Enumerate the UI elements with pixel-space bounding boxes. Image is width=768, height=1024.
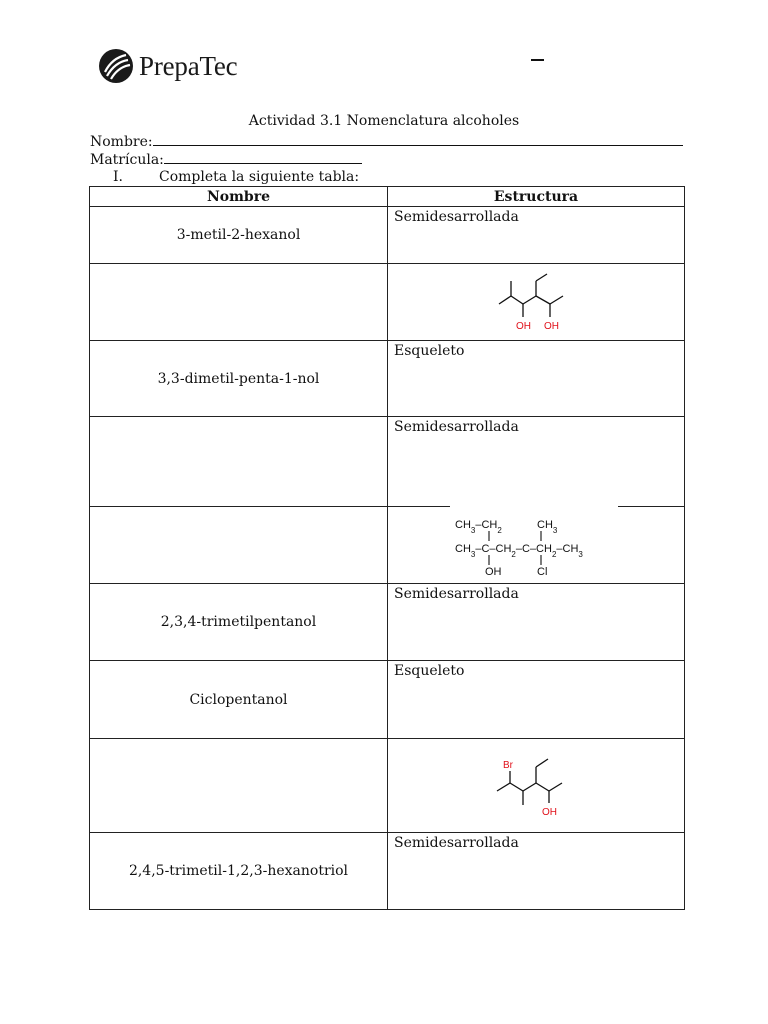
row-name[interactable] (90, 417, 388, 507)
row-name[interactable] (90, 739, 388, 833)
row-name[interactable] (90, 507, 388, 584)
molecule-skeletal-diol (476, 264, 596, 334)
name-label: Nombre: (90, 134, 153, 150)
id-blank[interactable] (164, 150, 362, 164)
row-structure[interactable] (388, 833, 685, 910)
row-structure[interactable] (388, 341, 685, 417)
row-name: 2,4,5-trimetil-1,2,3-hexanotriol (90, 833, 388, 910)
id-label: Matrícula: (90, 152, 164, 168)
structure-type: Semidesarrollada (394, 209, 519, 225)
id-field-row (90, 150, 362, 168)
oh-label: OH (516, 321, 531, 332)
row-structure (388, 264, 685, 341)
instruction (113, 169, 359, 185)
table-row (90, 207, 685, 264)
chloro-group: Cl (537, 566, 548, 578)
table-row (90, 264, 685, 341)
header-dash (531, 59, 544, 61)
main-chain: $CH_3-C-CH_2-C-CH_2-CH_3$ (455, 543, 583, 559)
brand-name: PrepaTec (139, 50, 238, 81)
structure-type: Esqueleto (394, 663, 465, 679)
molecule-skeletal-bromo-alcohol (476, 739, 596, 825)
table-row (90, 739, 685, 833)
row-name: Ciclopentanol (90, 661, 388, 739)
structure-type: Semidesarrollada (394, 419, 519, 435)
header-name: Nombre (90, 187, 388, 207)
hydroxyl-group: OH (485, 566, 502, 578)
structure-type: Semidesarrollada (394, 586, 519, 602)
row-structure[interactable] (388, 207, 685, 264)
prepatec-logo (98, 48, 237, 84)
row-name: 2,3,4-trimetilpentanol (90, 584, 388, 661)
oh-label: OH (542, 807, 557, 818)
header-structure: Estructura (388, 187, 685, 207)
structure-type: Semidesarrollada (394, 835, 519, 851)
activity-title: Actividad 3.1 Nomenclatura alcoholes (248, 113, 520, 129)
row-structure[interactable] (388, 661, 685, 739)
row-structure (388, 507, 685, 584)
oh-label: OH (544, 321, 559, 332)
row-structure[interactable] (388, 584, 685, 661)
top-right-group: $CH_3$ (537, 519, 558, 535)
table-row (90, 417, 685, 507)
table-header-row (90, 187, 685, 207)
row-name: 3-metil-2-hexanol (90, 207, 388, 264)
name-field-row (90, 132, 683, 150)
row-structure[interactable] (388, 417, 685, 507)
row-name[interactable] (90, 264, 388, 341)
table-row (90, 661, 685, 739)
bromo-label: Br (503, 760, 513, 771)
instruction-number: I. (113, 169, 123, 185)
table-row (90, 833, 685, 910)
instruction-text: Completa la siguiente tabla: (159, 169, 360, 185)
prepatec-emblem-icon (98, 48, 134, 84)
table-row (90, 341, 685, 417)
table-row (90, 584, 685, 661)
name-blank[interactable] (153, 132, 683, 146)
table-row (90, 507, 685, 584)
row-structure (388, 739, 685, 833)
structure-type: Esqueleto (394, 343, 465, 359)
top-left-group: $CH_3-CH_2$ (455, 519, 502, 535)
nomenclature-table (89, 186, 685, 910)
row-name: 3,3-dimetil-penta-1-nol (90, 341, 388, 417)
molecule-condensed-chloro-alcohol (451, 507, 621, 579)
